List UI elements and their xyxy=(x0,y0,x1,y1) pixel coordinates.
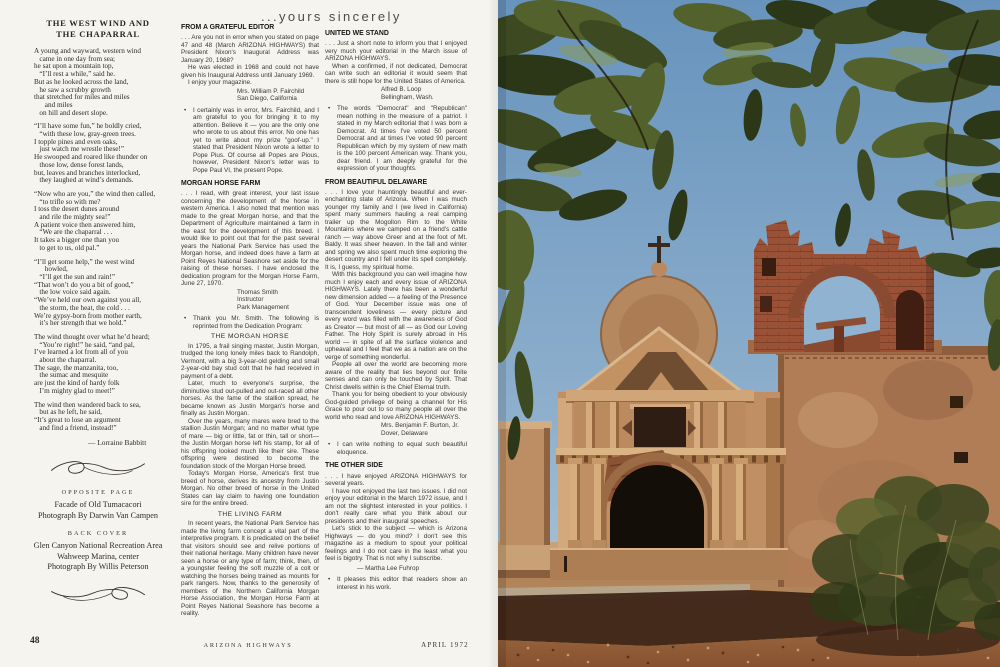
poem-line: The sage, the manzanita, too, xyxy=(34,363,119,372)
poem-line: The wind thought over what he’d heard; xyxy=(34,332,150,341)
editor-reply-text: Thank you Mr. Smith. The following is reprinted from the Dedication Program: xyxy=(193,315,319,330)
photo-left-edge-shade xyxy=(498,0,506,667)
letter-signature-line: Bellingham, Wash. xyxy=(381,93,434,101)
letter-heading: MORGAN HORSE FARM xyxy=(181,180,261,188)
back-cover-label: BACK COVER xyxy=(67,530,129,538)
letter-signature xyxy=(381,86,467,101)
poem-stanza xyxy=(34,259,178,328)
letter-signature xyxy=(237,88,319,103)
poem-line: they laughed at wind’s demands. xyxy=(34,176,134,185)
poem-line: “It’s great to lose an argument xyxy=(34,415,121,424)
page-gutter xyxy=(488,0,498,667)
poem-line: and miles xyxy=(34,100,73,109)
footer-issue-date: APRIL 1972 xyxy=(421,641,469,649)
poem-title-line: THE CHAPARRAL xyxy=(56,28,140,39)
letter-paragraph: Let's stick to the subject — which is Arizona Highways — do you mind? I don't see this magazine as a medium to spout your political feelings and I do not care in the least what you feel is bigotry. That is not why I subscribe. xyxy=(325,525,467,563)
letters-header-title: ...yours sincerely xyxy=(261,9,402,24)
poem-line: howled, xyxy=(34,265,68,274)
page-number: 48 xyxy=(30,636,40,646)
letter-paragraph: In recent years, the National Park Service has made the living farm concept a vital part of the interpretive program. It is predicated on the belief that visitors should see and relive portions of their national heritage. Many children have never seen a horse or any type of farm; think, then, of a youngster feeling the soft muzzle of a colt or watching the horses being trained as mounts for park rangers. Now, thanks to the generosity of members of the Northern California Morgan Horse Association, the Morgan Horse Farm at Point Reyes National Seashore has become a reality. xyxy=(181,520,319,618)
letter-heading: FROM BEAUTIFUL DELAWARE xyxy=(325,178,428,186)
poem-line: “Now who are you,” the wind then called, xyxy=(34,189,156,198)
letter-heading: UNITED WE STAND xyxy=(325,30,389,37)
letter-signature-line: Instructor xyxy=(237,296,264,304)
poem-line: he saw a scrubby growth xyxy=(34,85,111,94)
poem-line: “to trifle so with me? xyxy=(34,197,101,206)
letters-column-1 xyxy=(181,24,319,618)
poem-title xyxy=(18,18,178,39)
letter-paragraph: In 1795, a frail singing master, Justin Morgan, trudged the long lonely miles back to Randolph, Vermont, with a big 3-year-old gelding and small 2-year-old bay stud colt that he had received in payment of a debt. xyxy=(181,342,319,380)
poem-line: the low voice said again. xyxy=(34,288,111,297)
letter-signature-line: San Diego, California xyxy=(237,95,297,103)
letter-paragraph: . . . I love your hauntingly beautiful and ever-enchanting state of Arizona. When I was much younger my family and I (we lived in California) spent many summers hauling a real camping trailer up the Mogollon Rim to the White Mountains where we camped on a friend's cattle ranch — way above Greer and at the foot of Mt. Baldy. It was sheer heaven. In the fall and winter and spring we also spent much time exploring the desert country and I fell under its spell completely. It is, I guess, my spiritual home. xyxy=(325,188,467,271)
letter-paragraph: . . . Just a short note to inform you that I enjoyed very much your editorial in the March issue of ARIZONA HIGHWAYS. xyxy=(325,40,467,63)
back-cover-credit: Wahweep Marina, center xyxy=(57,551,139,561)
poem-line: “I’ll get the sun and rain!” xyxy=(34,272,116,281)
poem-line: He swooped and roared like thunder on xyxy=(34,153,148,162)
poem-line: just watch me wrestle these!” xyxy=(34,145,125,154)
opposite-page-label: OPPOSITE PAGE xyxy=(61,489,135,497)
letter-signature-line: Alfred B. Loop xyxy=(381,86,422,94)
poem-line: those low, dense forest lands, xyxy=(34,160,124,169)
bullet-glyph: • xyxy=(328,105,331,113)
letter-paragraph: . . . I read, with great interest, your last issue concerning the development of the horse in western America. I also noted that mention was made to the great Morgan horse, and that the Department of Agriculture maintained a farm in the east for the development of this breed. I would like to point out that for the past several years the National Park Service has used the Morgan horse, and indeed does have a farm at Point Reyes National Seashore set aside for the raising of these horses. I have enclosed the dedication program for the Morgan Horse Farm, June 27, 1970. xyxy=(181,190,319,288)
letter-paragraph: I have not enjoyed the last two issues. I did not enjoy your editorial in the March 1972 issue, and I am not the slightest interested in your politics. I don't really care what you think about our presidents and their inaugural speeches. xyxy=(325,487,467,525)
letter-paragraph: He was elected in 1968 and could not have given his Inaugural Address until January 1969. xyxy=(181,64,319,79)
poem-line: about the chaparral. xyxy=(34,356,97,365)
poem-line: but as he left, he said, xyxy=(34,408,102,417)
poem-line: it’s her strength that we hold.” xyxy=(34,319,127,328)
poem-stanza xyxy=(34,123,178,185)
letter-paragraph: Later, much to everyone's surprise, the diminutive stud out-pulled and out-raced all other horses. As the fame of the stallion spread, he became known as Justin Morgan's horse and finally as Justin Morgan. xyxy=(181,380,319,418)
poem-stanza xyxy=(34,334,178,396)
letter-heading: FROM A GRATEFUL EDITOR xyxy=(181,24,275,31)
poem-line: are just the kind of hardy folk xyxy=(34,379,120,388)
letter-signature-line: Dover, Delaware xyxy=(381,429,428,437)
letter-paragraph: People all over the world are becoming more aware of the reality that lies beyond our finite senses and can only be touched by Spirit. That Christ dwells within is the Chief Eternal truth. xyxy=(325,361,467,391)
bullet-glyph: • xyxy=(184,315,187,323)
poem-line: to get to us, old pal.” xyxy=(34,243,100,252)
letter-heading: THE OTHER SIDE xyxy=(325,462,383,470)
poem-line: came in one day from sea; xyxy=(34,54,116,63)
poem-line: “We are the chaparral . . . xyxy=(34,228,113,237)
letter-paragraph: Over the years, many mares were bred to the stallion Justin Morgan; and no matter what type of mare — big or little, fat or thin, tall or short—the Justin Morgan horse left his stamp, for all of his offspring looked much like their sire. These offspring were destined to become the foundation stock of the Morgan Horse breed. xyxy=(181,417,319,470)
poem-line: and rile the mighty sea!” xyxy=(34,213,111,222)
poem-line: But as he looked across the land, xyxy=(34,77,129,86)
back-cover-credit: Photograph By Willis Peterson xyxy=(47,562,149,572)
flourish-ornament xyxy=(46,456,150,480)
poem-line: We’re gypsy-born from mother earth, xyxy=(34,311,142,320)
editor-reply-text: The words "Democrat" and "Republican" mean nothing in the measure of a patriot. I stated in my March editorial that I was born a Democrat. At times I've voted 50 percent Democrat and at times I've voted 90 percent Republican which by my system of new math is the 100 percent American way. Thank you, dear friend. I am deeply grateful for the expression of your thoughts. xyxy=(337,105,467,173)
poem-line: I topple pines and even oaks, xyxy=(34,137,118,146)
letter-signature xyxy=(237,289,319,312)
letter-paragraph: When a confirmed, if not dedicated, Democrat can write such an editorial it would seem that there is still hope for the United States of America. xyxy=(325,62,467,85)
editor-reply xyxy=(328,441,467,456)
poem-line: A young and wayward, western wind xyxy=(34,47,141,55)
letters-column-2 xyxy=(325,30,467,593)
poem-line: I’m mighty glad to meet!” xyxy=(34,386,115,395)
editor-reply-text: I can write nothing to equal such beautiful eloquence. xyxy=(337,441,467,456)
poem-line: “We’ve held our own against you all, xyxy=(34,296,142,305)
poem-line: “with these low, gray-green trees. xyxy=(34,130,136,139)
flourish-ornament xyxy=(46,582,150,606)
letter-subhead: THE LIVING FARM xyxy=(217,510,283,518)
editor-reply xyxy=(328,105,467,173)
poem-line: on hill and desert slope. xyxy=(34,108,108,117)
mission-photo xyxy=(498,0,1000,667)
editor-reply-text: I certainly was in error, Mrs. Fairchild, and I am grateful to you for bringing it to my attention. Believe it — you are the only one who wrote to us about this error. No one has yet to write about my prize "goof-up." I stated that President Nixon wrote a letter to Pope Pius. Of course all Popes are Pious, however, President Nixon's letter was to Pope Paul VI, the present Pope. xyxy=(193,106,319,174)
letter-signature xyxy=(381,422,467,437)
poem-line: “That won’t do you a bit of good,” xyxy=(34,280,134,289)
editor-reply-text: It pleases this editor that readers show an interest in his work. xyxy=(337,576,467,591)
poem-line: “You’re right!” he said, “and pal, xyxy=(34,340,135,349)
editor-reply xyxy=(328,576,467,591)
letter-signature: — Martha Lee Fuhrop xyxy=(357,564,420,572)
poem-body xyxy=(18,48,178,432)
bullet-glyph: • xyxy=(328,576,331,584)
poem-line: the sumac and mesquite xyxy=(34,371,109,380)
poem-line: that stretched for miles and miles xyxy=(34,93,130,102)
poem-stanza xyxy=(34,48,178,117)
poem-line: the storm, the heat, the cold . . . xyxy=(34,303,130,312)
poem-line: It takes a bigger one than you xyxy=(34,236,120,245)
editor-reply xyxy=(184,315,319,330)
bullet-glyph: • xyxy=(184,106,187,114)
letter-paragraph: Today's Morgan Horse, America's first true breed of horse, derives its ancestry from Justin Morgan. No other breed of horse in the United States can lay claim to having one foundation sire for the entire breed. xyxy=(181,470,319,508)
poem-line: The wind then wandered back to sea, xyxy=(34,400,141,409)
poem-stanza xyxy=(34,191,178,253)
letter-signature-line: Mrs. Benjamin F. Burton, Jr. xyxy=(381,422,459,430)
poem-line: I’ve learned a lot from all of you xyxy=(34,348,128,357)
letter-paragraph: . . . Are you not in error when you stated on page 47 and 48 (March ARIZONA HIGHWAYS) that President Nixon's Inaugural Address was January 20, 1968? xyxy=(181,34,319,64)
letter-subhead: THE MORGAN HORSE xyxy=(211,333,289,341)
opposite-page-credit: Facade of Old Tumacacori xyxy=(54,500,142,510)
poem-attribution: — Lorraine Babbitt xyxy=(88,438,147,448)
back-cover-credit: Glen Canyon National Recreation Area xyxy=(33,541,163,551)
letter-signature-line: Park Management xyxy=(237,303,289,311)
letter-paragraph: Thank you for being obedient to your obviously God-guided privilege of being a channel for His Grace to pour out to so many people all over the world who read and love ARIZONA HIGHWAYS. xyxy=(325,391,467,421)
poem-line: but, leaves and branches interlocked, xyxy=(34,168,141,177)
poem-line: A patient voice then answered him, xyxy=(34,220,136,229)
letter-signature-line: Thomas Smith xyxy=(237,288,278,296)
poem-line: “I’ll get some help,” the west wind xyxy=(34,257,135,266)
editor-reply xyxy=(184,107,319,175)
footer-magazine-title: ARIZONA HIGHWAYS xyxy=(203,642,293,649)
letter-paragraph: I enjoy your magazine. xyxy=(188,79,252,87)
letter-paragraph: . . . I have enjoyed ARIZONA HIGHWAYS for several years. xyxy=(325,472,467,488)
poem-line: “I’ll rest a while,” said he. xyxy=(34,70,116,79)
poem-line: “I’ll have some fun,” he boldly cried, xyxy=(34,122,142,131)
poem-column xyxy=(18,18,178,608)
poem-line: he sat upon a mountain top, xyxy=(34,62,114,71)
opposite-page-credit: Photograph By Darwin Van Campen xyxy=(38,510,158,520)
bullet-glyph: • xyxy=(328,441,331,449)
letter-paragraph: With this background you can well imagine how much I enjoy each and every issue of ARIZONA HIGHWAYS. Lately there has been a wonderful new dimension added — a feeling of the Presence of God. Your December issue was one of transcendent loveliness — every picture and every word was filled with the awareness of God as Creator — but most of all — as God our Loving Father. The Holy Spirit is surely abroad in His world — in spite of all the surface violence and upheaval and I feel that we as a nation are on the verge of something wonderful. xyxy=(325,271,467,361)
poem-title-line: THE WEST WIND AND xyxy=(46,18,150,28)
poem-line: and find a friend, instead!” xyxy=(34,423,117,432)
letter-signature-line: Mrs. William P. Fairchild xyxy=(237,87,305,95)
poem-stanza xyxy=(34,402,178,433)
poem-line: I toss the desert dunes around xyxy=(34,205,120,214)
